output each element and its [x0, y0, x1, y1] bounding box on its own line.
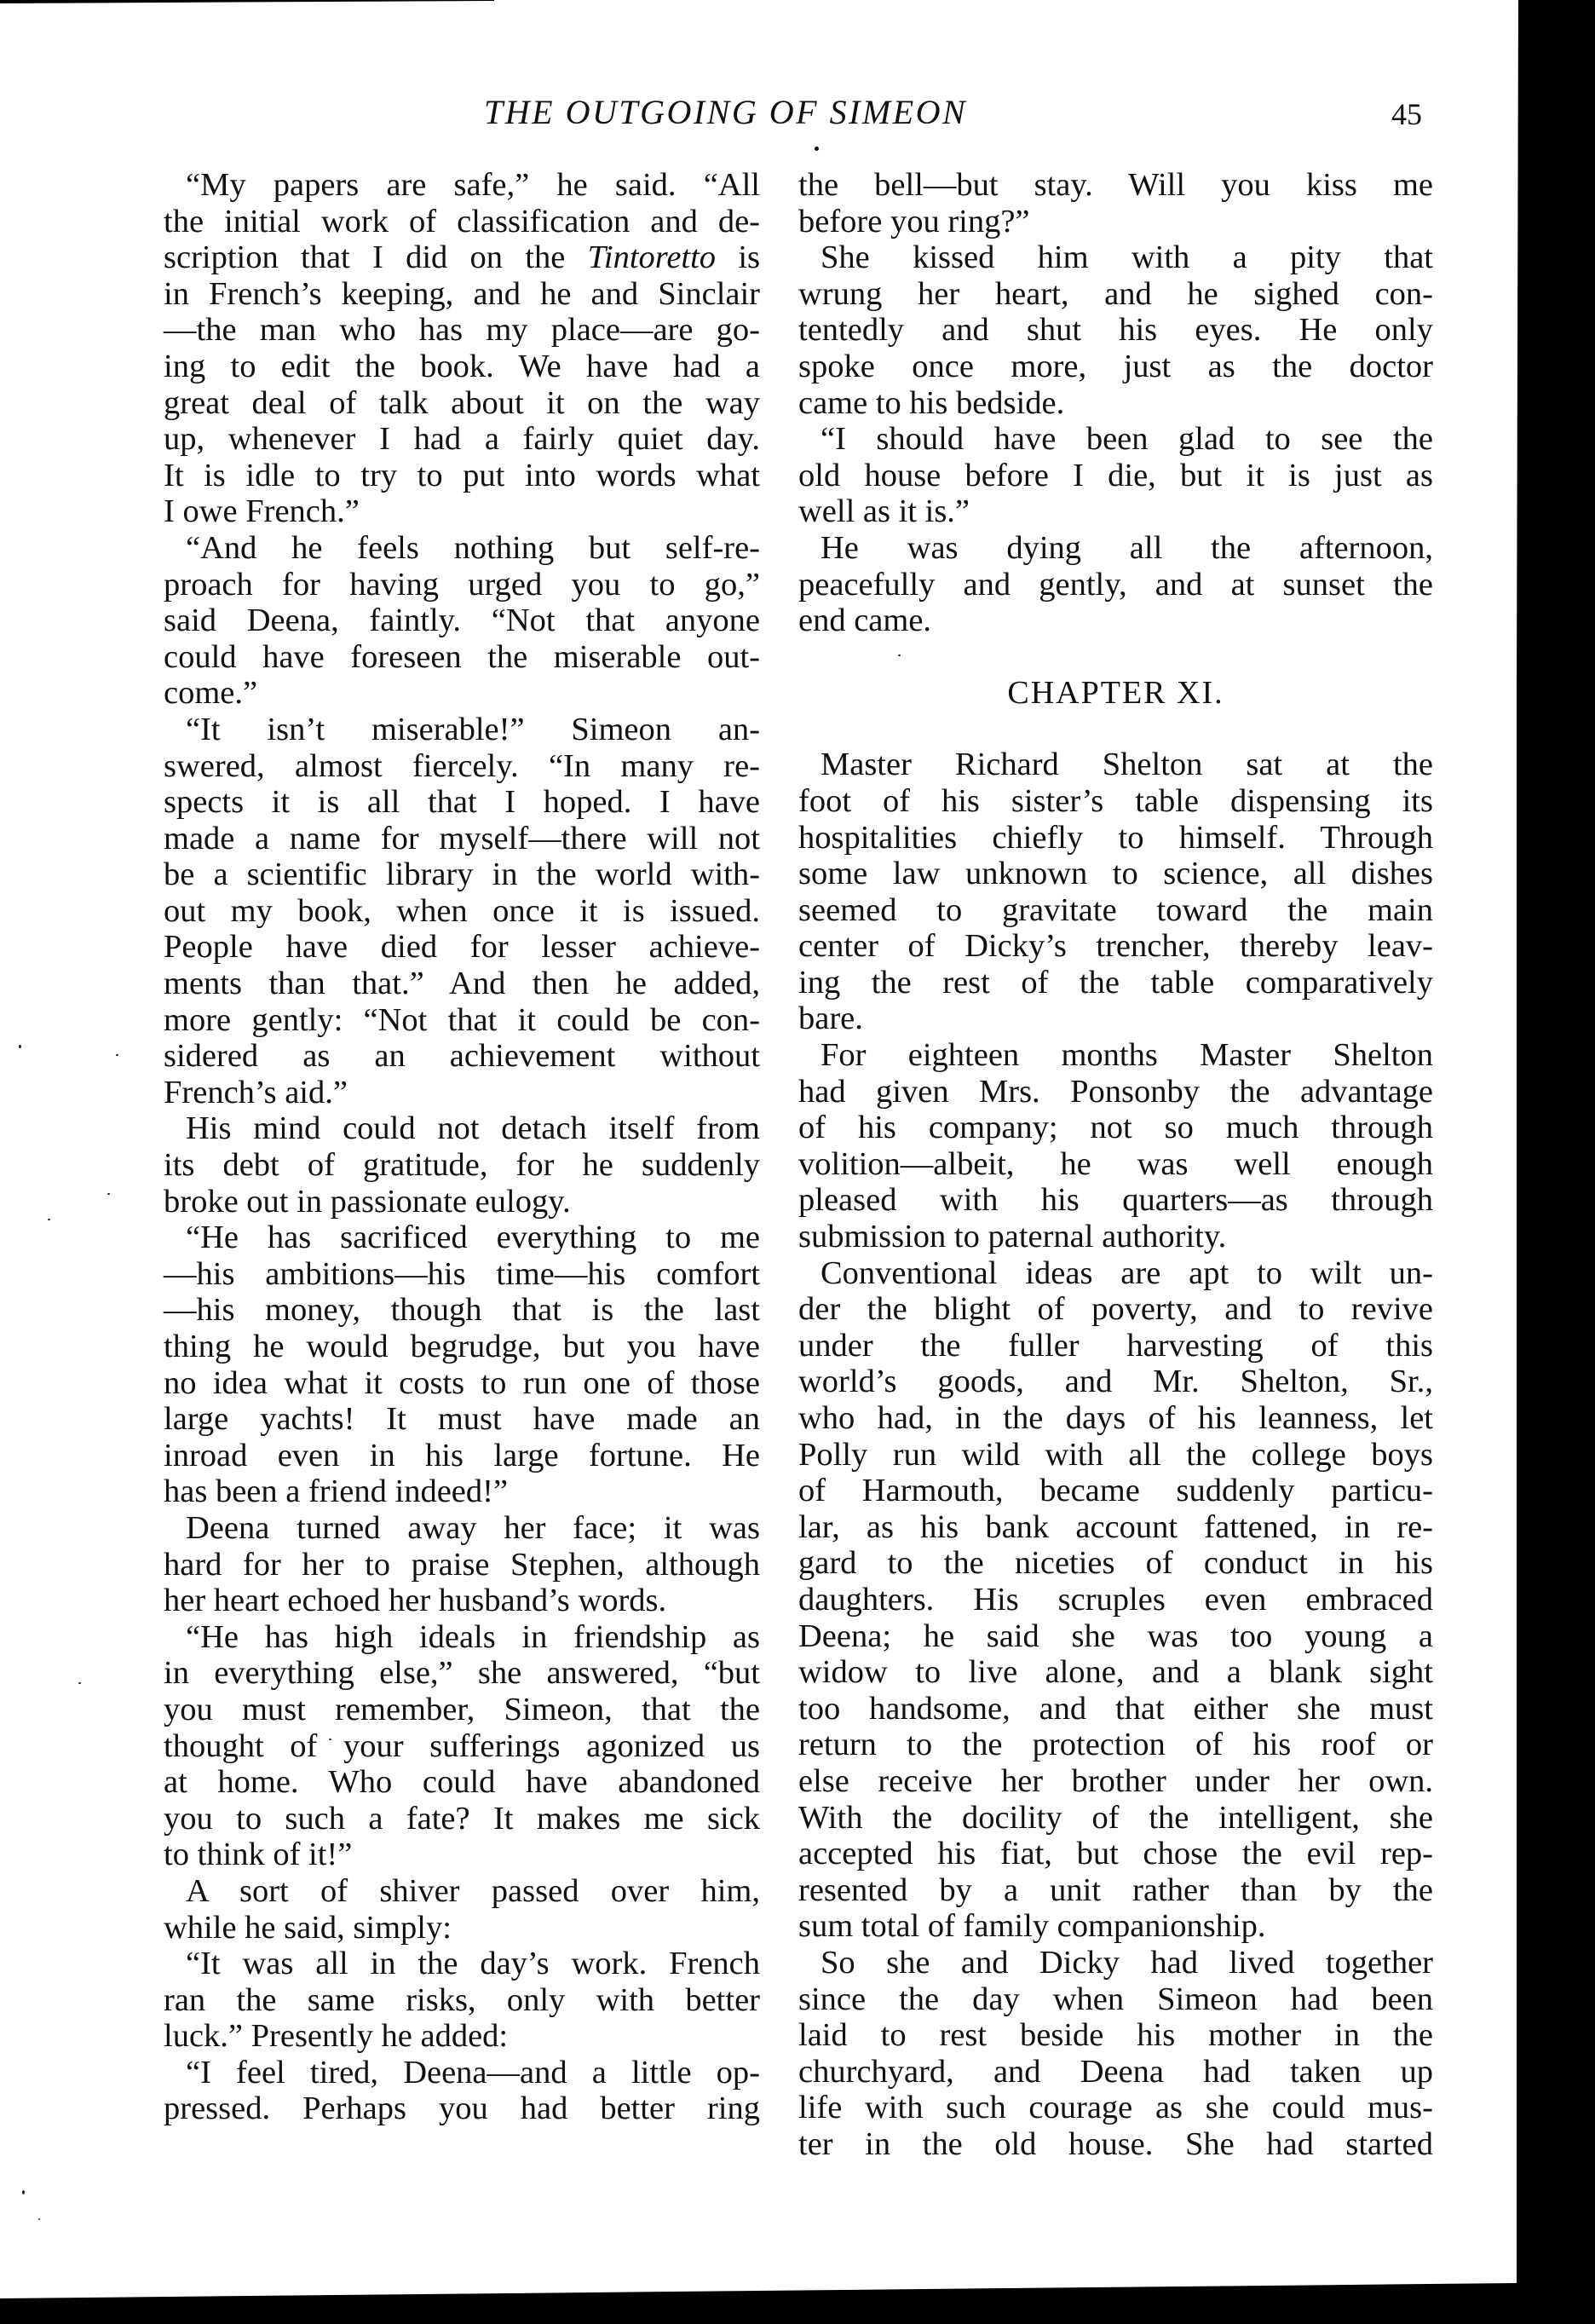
paragraph — [798, 421, 1433, 530]
paragraph — [164, 1873, 760, 1946]
text-line: world’s goods, and Mr. Shelton, Sr., — [798, 1364, 1433, 1400]
text-line: laid to rest beside his mother in the — [798, 2017, 1433, 2054]
paragraph — [164, 1510, 760, 1619]
text-line: under the fuller harvesting of this — [798, 1327, 1433, 1364]
scan-bottom-band — [0, 2283, 1595, 2324]
text-line: up, whenever I had a fairly quiet day. — [164, 421, 760, 458]
text-line: ter in the old house. She had started — [798, 2125, 1433, 2162]
text-line: volition—albeit, he was well enough — [798, 1145, 1433, 1182]
text-line: could have foreseen the miserable out- — [164, 638, 760, 675]
paragraph — [164, 1110, 760, 1220]
page-number: 45 — [1391, 97, 1422, 131]
scan-speck — [78, 1682, 81, 1684]
scan-right-border — [1517, 0, 1595, 2324]
text-line: With the docility of the intelligent, she — [798, 1799, 1433, 1836]
scan-speck — [38, 2218, 40, 2220]
text-line: ing the rest of the table comparatively — [798, 964, 1433, 1001]
text-line: pressed. Perhaps you had better ring — [164, 2090, 760, 2127]
scan-speck — [815, 147, 819, 151]
text-line: great deal of talk about it on the way — [164, 384, 760, 421]
text-line: her heart echoed her husband’s words. — [164, 1583, 667, 1619]
scan-edge-line — [0, 0, 494, 3]
right-column — [798, 167, 1433, 2162]
text-line: Deena; he said she was too young a — [798, 1618, 1433, 1654]
text-line: the bell—but stay. Will you kiss me — [798, 167, 1433, 203]
scan-speck — [107, 1193, 110, 1195]
text-line: churchyard, and Deena had taken up — [798, 2053, 1433, 2090]
text-line: gard to the niceties of conduct in his — [798, 1545, 1433, 1582]
text-line: before you ring?” — [798, 203, 1030, 239]
text-line: old house before I die, but it is just as — [798, 457, 1433, 493]
text-line: in everything else,” she answered, “but — [164, 1655, 760, 1692]
text-line: spoke once more, just as the doctor — [798, 348, 1433, 384]
text-line: Polly run wild with all the college boys — [798, 1436, 1433, 1473]
text-line: “My papers are safe,” he said. “All — [186, 167, 760, 203]
italic-title: Tintoretto — [587, 239, 717, 276]
text-line: bare. — [798, 1001, 863, 1037]
text-line: its debt of gratitude, for he suddenly — [164, 1147, 760, 1184]
text-line: seemed to gravitate toward the main — [798, 891, 1433, 928]
text-line: accepted his fiat, but chose the evil rep- — [798, 1836, 1433, 1872]
text-line: well as it is.” — [798, 493, 970, 530]
text-line: Deena turned away her face; it was — [186, 1509, 760, 1546]
text-line: you to such a fate? It makes me sick — [164, 1800, 760, 1837]
text-line: submission to paternal authority. — [798, 1219, 1227, 1255]
text-line: pleased with his quarters—as through — [798, 1182, 1433, 1219]
text-line: the initial work of classification and de- — [164, 203, 760, 239]
text-line: For eighteen months Master Shelton — [821, 1037, 1433, 1074]
text-line: has been a friend indeed!” — [164, 1473, 509, 1510]
text-fragment: is — [716, 239, 761, 276]
text-line — [164, 239, 760, 276]
text-line: of Harmouth, became suddenly particu- — [798, 1473, 1433, 1509]
text-line: of his company; not so much through — [798, 1110, 1433, 1146]
paragraph — [798, 167, 1433, 239]
text-line: sum total of family companionship. — [798, 1908, 1266, 1945]
text-line: broke out in passionate eulogy. — [164, 1183, 571, 1220]
text-line: came to his bedside. — [798, 384, 1065, 421]
text-line: said Deena, faintly. “Not that anyone — [164, 603, 760, 639]
text-line: you must remember, Simeon, that the — [164, 1691, 760, 1727]
text-line: too handsome, and that either she must — [798, 1690, 1433, 1727]
scan-speck — [22, 2190, 25, 2194]
text-line: ing to edit the book. We have had a — [164, 348, 760, 384]
text-line: inroad even in his large fortune. He — [164, 1437, 760, 1473]
running-head: THE OUTGOING OF SIMEON — [484, 93, 968, 131]
paragraph — [164, 530, 760, 712]
text-line: der the blight of poverty, and to revive — [798, 1291, 1433, 1328]
paragraph — [164, 2055, 760, 2127]
text-line: at home. Who could have abandoned — [164, 1764, 760, 1801]
text-line: thing he would begrudge, but you have — [164, 1329, 760, 1364]
text-line: hospitalities chiefly to himself. Through — [798, 819, 1433, 856]
scan-speck — [48, 1219, 50, 1220]
text-line: French’s aid.” — [164, 1074, 348, 1110]
text-line: to think of it!” — [164, 1837, 353, 1873]
text-line: Master Richard Shelton sat at the — [821, 747, 1433, 783]
text-line: return to the protection of his roof or — [798, 1727, 1433, 1763]
text-line: center of Dicky’s trencher, thereby leav- — [798, 928, 1433, 965]
text-line: proach for having urged you to go,” — [164, 566, 760, 603]
text-line: had given Mrs. Ponsonby the advantage — [798, 1073, 1433, 1110]
text-line: “He has sacrificed everything to me — [186, 1220, 760, 1256]
text-fragment: scription that I did on the — [164, 239, 588, 276]
paragraph — [798, 1037, 1433, 1255]
text-line: be a scientific library in the world with- — [164, 856, 760, 893]
paragraph — [164, 1619, 760, 1873]
paragraph — [798, 1255, 1433, 1945]
text-line: “I should have been glad to see the — [821, 421, 1433, 458]
text-line: People have died for lesser achieve- — [164, 929, 760, 966]
text-line: some law unknown to science, all dishes — [798, 856, 1433, 892]
text-line: sidered as an achievement without — [164, 1038, 760, 1075]
text-line: swered, almost fiercely. “In many re- — [164, 747, 760, 784]
text-line: peacefully and gently, and at sunset the — [798, 566, 1433, 603]
text-line: I owe French.” — [164, 493, 360, 530]
text-line: no idea what it costs to run one of those — [164, 1364, 760, 1401]
text-line: daughters. His scruples even embraced — [798, 1581, 1433, 1618]
text-line: more gently: “Not that it could be con- — [164, 1001, 760, 1038]
left-column — [164, 167, 760, 2127]
paragraph — [798, 239, 1433, 421]
text-line: —the man who has my place—are go- — [164, 312, 760, 349]
text-line: ments than that.” And then he added, — [164, 966, 760, 1002]
text-line: “He has high ideals in friendship as — [186, 1618, 760, 1655]
text-line: ran the same risks, only with better — [164, 1981, 760, 2018]
text-line: wrung her heart, and he sighed con- — [798, 275, 1433, 312]
text-line: large yachts! It must have made an — [164, 1401, 760, 1438]
text-line: luck.” Presently he added: — [164, 2018, 509, 2055]
text-line: “I feel tired, Deena—and a little op- — [186, 2054, 760, 2090]
chapter-heading: CHAPTER XI. — [1007, 674, 1224, 711]
text-line: It is idle to try to put into words what — [164, 457, 760, 493]
text-line: in French’s keeping, and he and Sinclair — [164, 275, 760, 312]
text-line: else receive her brother under her own. — [798, 1762, 1433, 1799]
paragraph — [164, 167, 760, 530]
text-line: who had, in the days of his leanness, let — [798, 1400, 1433, 1436]
text-line: “It isn’t miserable!” Simeon an- — [186, 711, 760, 747]
text-line: made a name for myself—there will not — [164, 820, 760, 856]
text-line: lar, as his bank account fattened, in re- — [798, 1508, 1433, 1545]
text-line: come.” — [164, 675, 258, 712]
text-line: “And he feels nothing but self-re- — [186, 529, 760, 566]
text-line: She kissed him with a pity that — [821, 239, 1433, 276]
scan-speck — [19, 1045, 21, 1048]
text-line: out my book, when once it is issued. — [164, 892, 760, 929]
paragraph — [798, 747, 1433, 1037]
text-line: hard for her to praise Stephen, although — [164, 1546, 760, 1583]
text-line: He was dying all the afternoon, — [821, 529, 1433, 566]
text-line: since the day when Simeon had been — [798, 1981, 1433, 2017]
text-line: foot of his sister’s table dispensing its — [798, 782, 1433, 819]
text-line: A sort of shiver passed over him, — [186, 1872, 760, 1909]
paragraph — [164, 1220, 760, 1510]
text-line: thought of your sufferings agonized us — [164, 1727, 760, 1764]
text-line: So she and Dicky had lived together — [821, 1944, 1433, 1981]
text-line: Conventional ideas are apt to wilt un- — [821, 1254, 1433, 1291]
text-line: tentedly and shut his eyes. He only — [798, 312, 1433, 349]
text-line: His mind could not detach itself from — [186, 1110, 760, 1147]
text-line: resented by a unit rather than by the — [798, 1871, 1433, 1908]
text-line: “It was all in the day’s work. French — [186, 1946, 760, 1982]
text-line: —his money, though that is the last — [164, 1292, 760, 1329]
text-line: while he said, simply: — [164, 1909, 452, 1946]
text-line: widow to live alone, and a blank sight — [798, 1654, 1433, 1691]
paragraph — [164, 712, 760, 1111]
text-line: life with such courage as she could mus- — [798, 2090, 1433, 2126]
text-line: spects it is all that I hoped. I have — [164, 784, 760, 821]
scan-speck — [116, 1054, 118, 1056]
paragraph — [798, 1945, 1433, 2163]
paragraph — [164, 1946, 760, 2055]
text-line: —his ambitions—his time—his comfort — [164, 1255, 760, 1292]
paragraph — [798, 530, 1433, 639]
text-line: end came. — [798, 603, 932, 639]
